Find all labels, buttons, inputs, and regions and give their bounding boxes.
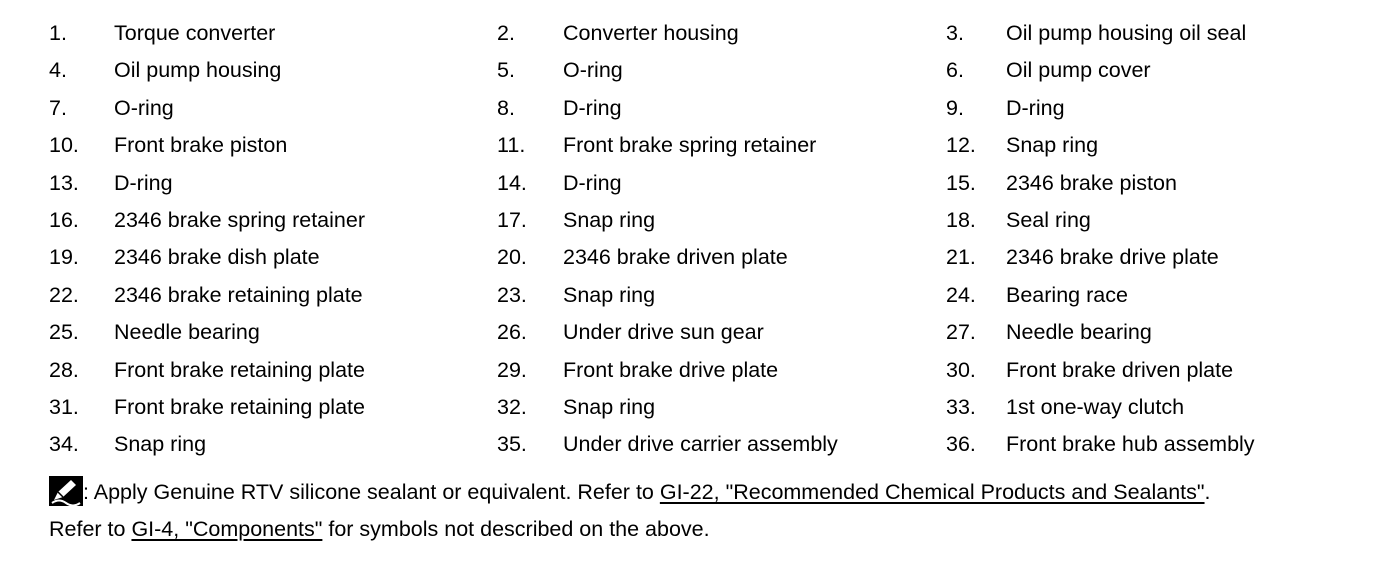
legend-item-label: O-ring bbox=[563, 58, 623, 83]
legend-item-label: Torque converter bbox=[114, 21, 276, 45]
legend-item-label: 2346 brake dish plate bbox=[114, 245, 320, 270]
legend-row bbox=[0, 426, 1376, 463]
legend-item-number: 20. bbox=[497, 245, 527, 270]
legend-item-number: 9. bbox=[946, 95, 964, 120]
sealant-note-period: . bbox=[1204, 480, 1211, 504]
legend-item-number: 15. bbox=[946, 170, 976, 195]
legend-item-number: 16. bbox=[49, 207, 79, 232]
legend-item-label: Oil pump housing bbox=[114, 58, 282, 83]
components-note bbox=[49, 514, 710, 544]
link-recommended-chemicals[interactable]: GI-22, "Recommended Chemical Products and Sealants" bbox=[659, 480, 1205, 504]
legend-item-number: 19. bbox=[49, 245, 79, 270]
legend-item-label: Under drive sun gear bbox=[563, 320, 764, 345]
legend-item-number: 3. bbox=[946, 21, 964, 45]
legend-item-number: 28. bbox=[49, 357, 79, 382]
legend-row bbox=[0, 277, 1376, 314]
legend-item-label: Front brake hub assembly bbox=[1006, 432, 1255, 457]
legend-item-label: D-ring bbox=[563, 170, 622, 195]
legend-item-number: 36. bbox=[946, 432, 976, 457]
legend-item-number: 2. bbox=[497, 21, 515, 45]
legend-item-label: 2346 brake drive plate bbox=[1006, 245, 1219, 270]
legend-row bbox=[0, 52, 1376, 89]
legend-item-label: Front brake piston bbox=[114, 133, 288, 158]
legend-item-number: 26. bbox=[497, 320, 527, 345]
legend-item-number: 29. bbox=[497, 357, 527, 382]
legend-item-number: 27. bbox=[946, 320, 976, 345]
legend-item-label: Snap ring bbox=[563, 394, 656, 419]
legend-item-label: Converter housing bbox=[563, 21, 739, 45]
legend-item-label: Oil pump housing oil seal bbox=[1006, 21, 1247, 45]
legend-item-label: Snap ring bbox=[563, 282, 656, 307]
legend-item-label: 1st one-way clutch bbox=[1006, 394, 1185, 419]
legend-item-label: Under drive carrier assembly bbox=[563, 432, 838, 457]
legend-item-number: 13. bbox=[49, 170, 79, 195]
legend-item-number: 35. bbox=[497, 432, 527, 457]
legend-item-number: 14. bbox=[497, 170, 527, 195]
legend-item-label: Front brake drive plate bbox=[563, 357, 779, 382]
legend-item-label: D-ring bbox=[114, 170, 173, 195]
legend-item-number: 12. bbox=[946, 133, 976, 158]
legend-item-number: 7. bbox=[49, 95, 67, 120]
legend-row bbox=[0, 239, 1376, 276]
legend-item-number: 11. bbox=[497, 133, 526, 158]
legend-item-label: 2346 brake piston bbox=[1006, 170, 1177, 195]
legend-item-label: D-ring bbox=[563, 95, 622, 120]
legend-row bbox=[0, 314, 1376, 351]
legend-row bbox=[0, 389, 1376, 426]
legend-item-number: 5. bbox=[497, 58, 515, 83]
legend-item-label: Needle bearing bbox=[1006, 320, 1152, 345]
legend-item-number: 10. bbox=[49, 133, 79, 158]
legend-item-number: 17. bbox=[497, 207, 527, 232]
legend-item-number: 30. bbox=[946, 357, 976, 382]
legend-row bbox=[0, 352, 1376, 389]
legend-item-label: Snap ring bbox=[563, 207, 656, 232]
legend-item-number: 6. bbox=[946, 58, 964, 83]
components-note-suffix: for symbols not described on the above. bbox=[322, 517, 710, 541]
legend-item-number: 4. bbox=[49, 58, 67, 83]
legend-item-label: Front brake retaining plate bbox=[114, 357, 365, 382]
legend-row bbox=[0, 165, 1376, 202]
legend-item-number: 18. bbox=[946, 207, 976, 232]
sealant-note-text: : Apply Genuine RTV silicone sealant or equivalent. Refer to bbox=[83, 480, 660, 504]
legend-item-label: D-ring bbox=[1006, 95, 1065, 120]
legend-item-number: 31. bbox=[49, 394, 79, 419]
components-note-prefix: Refer to bbox=[49, 517, 132, 541]
legend-item-number: 8. bbox=[497, 95, 515, 120]
legend-row bbox=[0, 15, 1376, 52]
legend-item-label: Oil pump cover bbox=[1006, 58, 1151, 83]
legend-item-number: 22. bbox=[49, 282, 79, 307]
legend-item-number: 34. bbox=[49, 432, 79, 457]
legend-item-number: 25. bbox=[49, 320, 79, 345]
legend-item-label: Front brake spring retainer bbox=[563, 133, 817, 158]
legend-row bbox=[0, 127, 1376, 164]
legend-row bbox=[0, 202, 1376, 239]
legend-item-label: Seal ring bbox=[1006, 207, 1091, 232]
legend-item-label: O-ring bbox=[114, 95, 174, 120]
legend-item-label: Needle bearing bbox=[114, 320, 260, 345]
legend-item-label: Snap ring bbox=[1006, 133, 1099, 158]
legend-row bbox=[0, 90, 1376, 127]
sealant-icon bbox=[49, 476, 83, 506]
legend-item-label: Front brake retaining plate bbox=[114, 394, 365, 419]
parts-legend bbox=[0, 15, 1376, 464]
legend-item-label: Snap ring bbox=[114, 432, 207, 457]
legend-item-number: 32. bbox=[497, 394, 527, 419]
legend-item-number: 21. bbox=[946, 245, 976, 270]
legend-item-label: 2346 brake retaining plate bbox=[114, 282, 363, 307]
legend-item-number: 33. bbox=[946, 394, 976, 419]
legend-item-label: 2346 brake driven plate bbox=[563, 245, 788, 270]
legend-item-label: 2346 brake spring retainer bbox=[114, 207, 365, 232]
legend-item-label: Front brake driven plate bbox=[1006, 357, 1234, 382]
legend-item-number: 24. bbox=[946, 282, 976, 307]
legend-item-number: 23. bbox=[497, 282, 527, 307]
link-components[interactable]: GI-4, "Components" bbox=[131, 517, 323, 541]
legend-item-number: 1. bbox=[49, 21, 67, 45]
legend-item-label: Bearing race bbox=[1006, 282, 1128, 307]
sealant-note bbox=[49, 476, 1211, 507]
